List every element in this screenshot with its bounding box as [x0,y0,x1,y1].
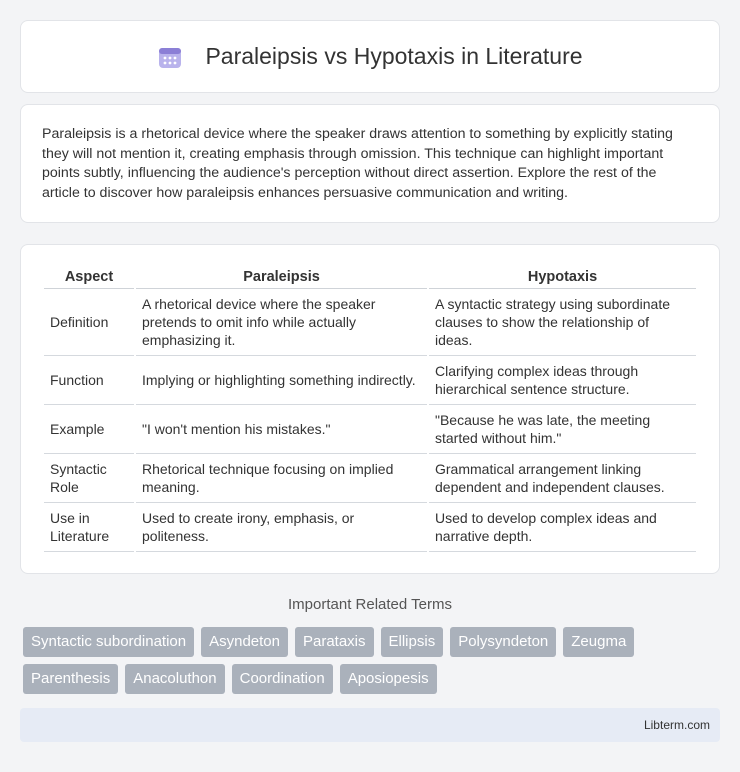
footer [20,708,720,742]
intro-text: Paraleipsis is a rhetorical device where the speaker draws attention to something by explicitly stating they will not mention it, creating emphasis through omission. This technique can highlight important points subtly, influencing the audience's perception without direct assertion. Explore the rest of the article to discover how paraleipsis enhances persuasive communication and writing. [42,126,673,201]
related-term-tag[interactable]: Aposiopesis [340,664,437,694]
table-cell: "I won't mention his mistakes." [136,405,427,454]
table-cell: Function [44,356,134,405]
related-term-tag[interactable]: Ellipsis [381,627,444,657]
table-row [44,454,696,503]
table-cell: Used to develop complex ideas and narrative depth. [429,503,696,552]
related-terms-list [23,627,723,701]
table-row [44,405,696,454]
table-cell: Syntactic Role [44,454,134,503]
table-cell: Use in Literature [44,503,134,552]
related-term-tag[interactable]: Syntactic subordination [23,627,194,657]
related-term-tag[interactable]: Zeugma [563,627,634,657]
comparison-table-card [20,244,720,574]
calendar-icon [157,44,183,70]
table-cell: A rhetorical device where the speaker pretends to omit info while actually emphasizing it. [136,289,427,356]
related-term-tag[interactable]: Parataxis [295,627,374,657]
table-row [44,356,696,405]
table-cell: A syntactic strategy using subordinate clauses to show the relationship of ideas. [429,289,696,356]
header-paraleipsis: Paraleipsis [136,267,427,289]
header-aspect: Aspect [44,267,134,289]
table-cell: Implying or highlighting something indirectly. [136,356,427,405]
intro-card [20,104,720,223]
table-cell: Clarifying complex ideas through hierarchical sentence structure. [429,356,696,405]
table-cell: Grammatical arrangement linking dependent and independent clauses. [429,454,696,503]
table-cell: "Because he was late, the meeting started without him." [429,405,696,454]
related-term-tag[interactable]: Parenthesis [23,664,118,694]
footer-site-link[interactable]: Libterm.com [643,718,710,732]
header-card [20,20,720,93]
related-term-tag[interactable]: Asyndeton [201,627,288,657]
header-hypotaxis: Hypotaxis [429,267,696,289]
related-term-tag[interactable]: Polysyndeton [450,627,556,657]
page-title: Paraleipsis vs Hypotaxis in Literature [205,43,583,69]
related-terms-title: Important Related Terms [288,596,452,613]
table-cell: Rhetorical technique focusing on implied meaning. [136,454,427,503]
table-row [44,289,696,356]
table-cell: Definition [44,289,134,356]
related-term-tag[interactable]: Coordination [232,664,333,694]
comparison-table [42,267,698,552]
table-row [44,503,696,552]
table-cell: Example [44,405,134,454]
related-term-tag[interactable]: Anacoluthon [125,664,224,694]
table-cell: Used to create irony, emphasis, or politeness. [136,503,427,552]
table-header-row [44,267,696,289]
